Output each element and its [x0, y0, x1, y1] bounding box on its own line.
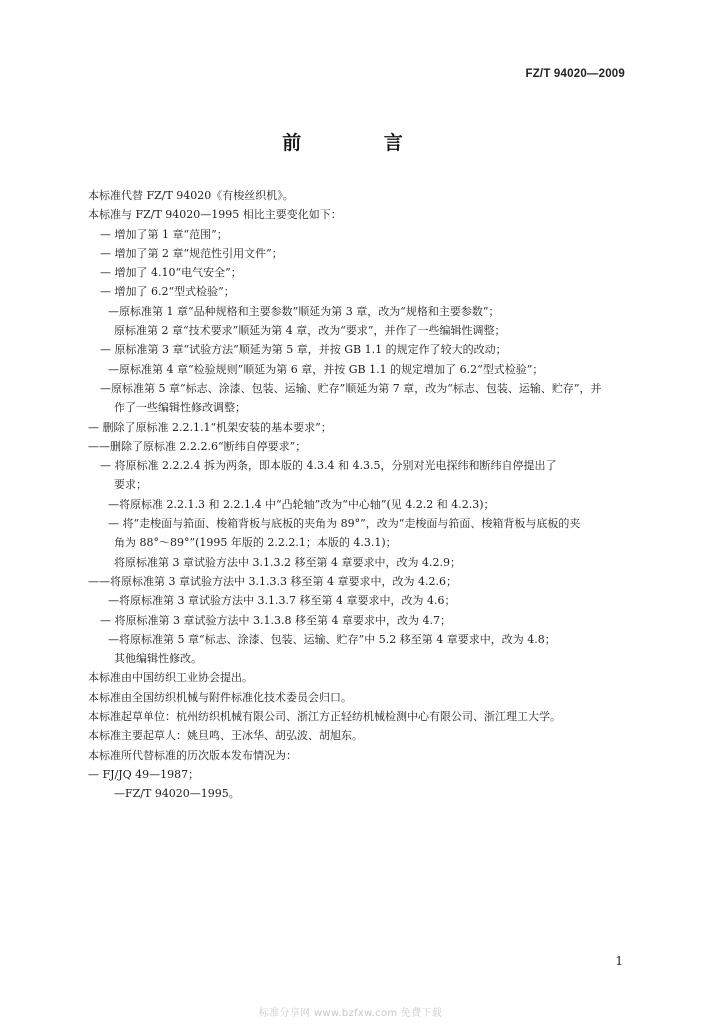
paragraph-line: 本标准所代替标准的历次版本发布情况为： — [88, 748, 297, 762]
paragraph-line: 本标准与 FZ/T 94020—1995 相比主要变化如下： — [88, 208, 342, 222]
list-item-continuation: 作了一些编辑性修改调整； — [114, 401, 246, 415]
list-item-continuation: 要求； — [114, 478, 147, 492]
list-item: 其他编辑性修改。 — [114, 652, 202, 666]
list-item-continuation: 角为 88°～89°”(1995 年版的 2.2.2.1；本版的 4.3.1)； — [114, 536, 397, 550]
page-number: 1 — [615, 954, 623, 968]
list-item: 将原标准第 3 章试验方法中 3.1.3.2 移至第 4 章要求中，改为 4.2.9； — [114, 555, 461, 569]
list-item: — 原标准第 3 章“试验方法”顺延为第 5 章，并按 GB 1.1 的规定作了较大的改动； — [100, 343, 507, 357]
list-item: — 将原标准第 3 章试验方法中 3.1.3.8 移至第 4 章要求中，改为 4.7； — [100, 613, 451, 627]
standard-code: FZ/T 94020—2009 — [525, 68, 625, 80]
paragraph-line: 本标准主要起草人：姚旦鸣、王冰华、胡弘波、胡旭东。 — [88, 729, 363, 743]
list-item: —将原标准第 5 章“标志、涂漆、包装、运输、贮存”中 5.2 移至第 4 章要求中，改为 4.8； — [108, 632, 556, 646]
list-item: ——将原标准第 3 章试验方法中 3.1.3.3 移至第 4 章要求中，改为 4.2.6； — [88, 574, 457, 588]
list-item: —将原标准第 3 章试验方法中 3.1.3.7 移至第 4 章要求中，改为 4.6； — [108, 594, 456, 608]
list-item: ——删除了原标准 2.2.2.6“断纬自停要求”； — [88, 439, 307, 453]
paragraph-line: 本标准起草单位：杭州纺织机械有限公司、浙江方正轻纺机械检测中心有限公司、浙江理工大学。 — [88, 710, 561, 724]
list-item: — FJ/JQ 49—1987； — [88, 767, 200, 781]
list-item: 原标准第 2 章“技术要求”顺延为第 4 章，改为“要求”，并作了一些编辑性调整； — [114, 324, 506, 338]
list-item: —原标准第 4 章“检验规则”顺延为第 6 章，并按 GB 1.1 的规定增加了 6.2“型式检验”； — [108, 362, 544, 376]
paragraph-line: 本标准代替 FZ/T 94020《有梭丝织机》。 — [88, 189, 294, 202]
list-item: — 增加了第 2 章“规范性引用文件”； — [100, 246, 283, 260]
list-item: — 增加了 6.2“型式检验”； — [100, 285, 235, 299]
list-item: — 删除了原标准 2.2.1.1“机架安装的基本要求”； — [88, 420, 332, 434]
watermark: 标准分享网 www.bzfxw.com 免费下载 — [258, 1008, 443, 1019]
page-title: 前 言 — [282, 132, 441, 154]
paragraph-line: 本标准由中国纺织工业协会提出。 — [88, 671, 253, 685]
foreword-body — [88, 186, 648, 804]
list-item: — 将“走梭面与筘面、梭箱背板与底板的夹角为 89°”，改为“走梭面与筘面、梭箱背板与底板的夹 — [108, 517, 581, 531]
list-item: —将原标准 2.2.1.3 和 2.2.1.4 中“凸轮轴”改为“中心轴”(见 4.2.2 和 4.2.3)； — [108, 497, 495, 511]
list-item: —FZ/T 94020—1995。 — [114, 787, 240, 801]
list-item: — 增加了 4.10“电气安全”； — [100, 266, 242, 280]
paragraph-line: 本标准由全国纺织机械与附件标准化技术委员会归口。 — [88, 690, 352, 704]
list-item: —原标准第 5 章“标志、涂漆、包装、运输、贮存”顺延为第 7 章，改为“标志、包装、运输、贮存”，并 — [100, 381, 602, 395]
list-item: — 将原标准 2.2.2.4 拆为两条，即本版的 4.3.4 和 4.3.5，分别对光电探纬和断纬自停提出了 — [100, 459, 557, 473]
list-item: —原标准第 1 章“品种规格和主要参数”顺延为第 3 章，改为“规格和主要参数”； — [108, 304, 500, 318]
list-item: — 增加了第 1 章“范围”； — [100, 227, 228, 241]
